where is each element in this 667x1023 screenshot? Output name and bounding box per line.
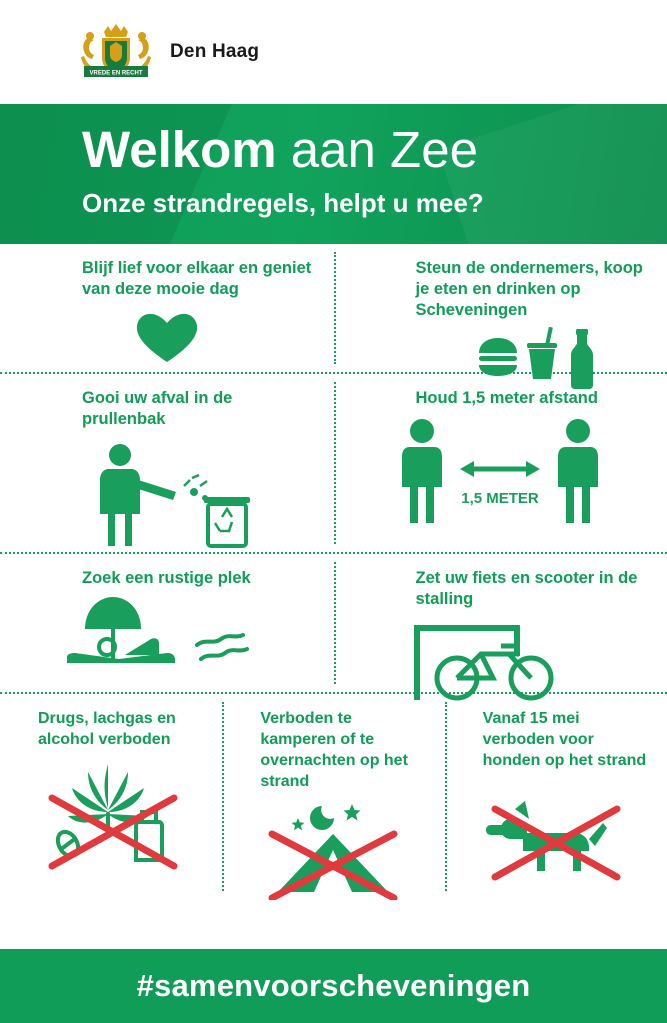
two-people-distance-icon [348,417,654,529]
den-haag-crest-icon [78,22,154,82]
rule-cell-dogs-prohibited [445,694,667,899]
rule-text: Steun de ondernemers, koop je eten en drinken op Scheveningen [415,259,643,319]
rule-text: Blijf lief voor elkaar en geniet van deze mooie dag [82,259,312,298]
rule-cell-distance [334,374,667,552]
rules-row [0,554,667,694]
heart-icon [14,306,320,366]
crest-motto: VREDE EN RECHT [89,70,143,77]
dog-crossed-icon [459,789,653,881]
rule-cell-trash [0,374,334,552]
rule-text: Houd 1,5 meter afstand [415,389,598,407]
title-band [0,104,667,244]
page-title-rest: aan Zee [276,121,478,178]
footer-band [0,949,667,1023]
beach-parasol-sunbather-icon [14,595,320,681]
rule-text: Verboden te kamperen of te overnachten op het strand [260,710,408,790]
rules-grid [0,244,667,899]
rule-text: Gooi uw afval in de prullenbak [82,389,233,428]
distance-label: 1,5 METER [461,490,540,507]
rule-text: Vanaf 15 mei verboden voor honden op het strand [482,710,647,769]
rule-cell-be-kind [0,244,334,372]
rule-cell-support-entrepreneurs [334,244,667,372]
rule-cell-camping-prohibited [222,694,444,899]
logo-text: Den Haag [170,41,260,62]
tent-crossed-icon [236,796,430,900]
rules-row [0,244,667,374]
hashtag-text: #samenvoorscheveningen [136,968,531,1003]
page-title-bold: Welkom [82,121,277,178]
header-logo-bar [0,0,667,104]
page-title [82,120,667,180]
page-subtitle: Onze strandregels, helpt u mee? [82,188,484,218]
rules-row [0,374,667,554]
bicycle-parking-icon [348,616,654,704]
cannabis-leaf-crossed-icon [14,760,208,870]
rule-text: Drugs, lachgas en alcohol verboden [38,710,176,748]
rule-text: Zet uw fiets en scooter in de stalling [415,569,638,608]
rules-row [0,694,667,899]
person-throwing-trash-icon [14,442,320,550]
rule-cell-quiet-spot [0,554,334,692]
rule-cell-drugs-prohibited [0,694,222,899]
rule-cell-bike-parking [334,554,667,692]
rule-text: Zoek een rustige plek [82,569,251,587]
